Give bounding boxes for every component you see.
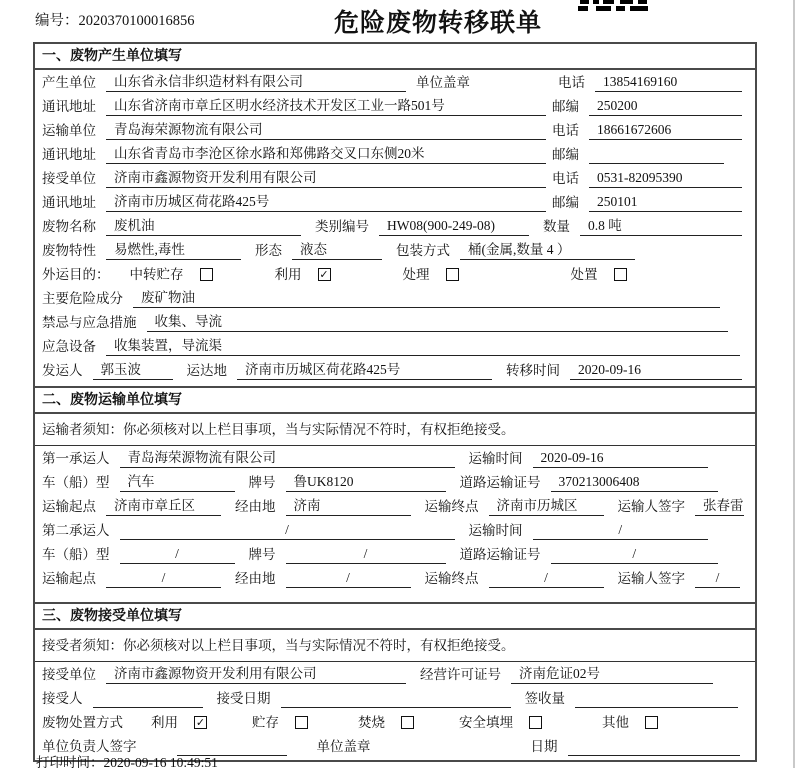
route-row-1: [35, 494, 755, 518]
producer-unit: 山东省永信非织造材料有限公司: [106, 73, 406, 92]
first-carrier-row: [35, 446, 755, 470]
plate-number-1-label: 牌号: [248, 475, 276, 490]
emergency-equipment-label: 应急设备: [42, 339, 96, 354]
road-permit-2: /: [551, 545, 719, 564]
transport-phone: 18661672606: [589, 121, 742, 140]
waste-packaging-label: 包装方式: [396, 243, 450, 258]
sender-row: [35, 358, 755, 382]
first-carrier-label: 第一承运人: [42, 451, 110, 466]
business-license-label: 经营许可证号: [420, 667, 501, 682]
disposal-incineration-label: 焚烧: [358, 715, 385, 730]
transport-unit-row: [35, 118, 755, 142]
vehicle-type-1-label: 车（船）型: [42, 475, 110, 490]
transfer-date-label: 转移时间: [506, 363, 560, 378]
business-license: 济南危证02号: [511, 665, 713, 684]
transport-address-label: 通讯地址: [42, 147, 96, 162]
receiving-unit-row: [35, 662, 755, 686]
transport-end-2-label: 运输终点: [424, 571, 479, 586]
transport-time-2: /: [533, 521, 709, 540]
unit-seal-2-label: 单位盖章: [316, 739, 371, 754]
transport-section-header: 二、废物运输单位填写: [35, 386, 755, 414]
purpose-recycle-checkbox: ✓: [319, 268, 329, 281]
disposal-recycle-checkbox: ✓: [195, 716, 206, 729]
transport-section: [35, 386, 755, 602]
disposal-landfill-checkbox: [529, 716, 542, 729]
transfer-purpose-row: [35, 262, 755, 286]
disposal-other-checkbox: [645, 716, 658, 729]
purpose-treatment-checkbox: [446, 268, 459, 281]
producer-section-rows: [35, 70, 755, 386]
transport-phone-label: 电话: [552, 123, 579, 138]
waste-name: 废机油: [106, 217, 301, 236]
emergency-measures-label: 禁忌与应急措施: [42, 315, 137, 330]
road-permit-2-label: 道路运输证号: [459, 547, 541, 562]
transport-section-notice: 运输者须知：你必须核对以上栏目事项，当与实际情况不符时，有权拒绝接受。: [35, 414, 755, 446]
transport-time-1-label: 运输时间: [468, 451, 523, 466]
receiver-postcode: 250101: [589, 193, 742, 212]
receiver-section-header: 三、废物接受单位填写: [35, 602, 755, 630]
waste-category-code: HW08(900-249-08): [379, 217, 529, 236]
receiver-address: 济南市历城区荷花路425号: [106, 193, 546, 212]
received-quantity-label: 签收量: [524, 691, 565, 706]
receiver-unit-row: [35, 166, 755, 190]
disposal-landfill-label: 安全填埋: [459, 715, 513, 730]
producer-phone: 13854169160: [595, 73, 742, 92]
transport-end-2: /: [489, 569, 604, 588]
manager-signature-label: 单位负责人签字: [42, 739, 137, 754]
purpose-recycle-label: 利用: [274, 267, 302, 282]
second-carrier-label: 第二承运人: [42, 523, 110, 538]
emergency-equipment-row: [35, 334, 755, 358]
disposal-recycle-label: 利用: [151, 715, 178, 730]
receiver-address-label: 通讯地址: [42, 195, 96, 210]
receiver-phone: 0531-82095390: [589, 169, 742, 188]
plate-number-1: 鲁UK8120: [286, 473, 446, 492]
carrier-signature-2: /: [695, 569, 740, 588]
window-edge-line: [793, 0, 795, 768]
receiver-section: [35, 602, 755, 760]
waste-traits: 易燃性,毒性: [106, 241, 241, 260]
waste-packaging: 桶(金属,数量 4 ）: [460, 241, 635, 260]
receiver-postcode-label: 邮编: [552, 195, 579, 210]
seal-date-label: 日期: [530, 739, 558, 754]
producer-section-header: 一、废物产生单位填写: [35, 44, 755, 70]
producer-address-label: 通讯地址: [42, 99, 96, 114]
transfer-purpose-label: 外运目的：: [42, 267, 110, 282]
transport-postcode-label: 邮编: [552, 147, 579, 162]
carrier-signature-1-label: 运输人签字: [617, 499, 685, 514]
vehicle-row-2: [35, 542, 755, 566]
seal-date: [568, 737, 741, 756]
waste-category-code-label: 类别编号: [315, 219, 369, 234]
receiver-person: [93, 689, 203, 708]
received-quantity: [575, 689, 738, 708]
purpose-disposal-checkbox: [614, 268, 627, 281]
transport-unit-label: 运输单位: [42, 123, 96, 138]
receive-date-label: 接受日期: [216, 691, 271, 706]
receiver-phone-label: 电话: [552, 171, 579, 186]
destination: 济南市历城区荷花路425号: [237, 361, 492, 380]
disposal-other-label: 其他: [602, 715, 629, 730]
sender-name: 郭玉波: [93, 361, 173, 380]
disposal-method-label: 废物处置方式: [42, 715, 123, 730]
transport-section-rows: [35, 446, 755, 602]
transport-end-1: 济南市历城区: [489, 497, 604, 516]
disposal-incineration-checkbox: [401, 716, 414, 729]
receiver-section-rows: [35, 662, 755, 760]
main-hazard-row: [35, 286, 755, 310]
print-time: [36, 751, 218, 768]
road-permit-1: 370213006408: [551, 473, 719, 492]
transport-unit: 青岛海荣源物流有限公司: [106, 121, 546, 140]
waste-name-row: [35, 214, 755, 238]
vehicle-type-1: 汽车: [120, 473, 235, 492]
transport-time-1: 2020-09-16: [533, 449, 709, 468]
plate-number-2: /: [286, 545, 446, 564]
purpose-transfer-storage-checkbox: [200, 268, 213, 281]
transport-origin-1: 济南市章丘区: [106, 497, 221, 516]
manifest-form-table: [33, 42, 757, 762]
via-1: 济南: [286, 497, 411, 516]
waste-traits-row: [35, 238, 755, 262]
transport-postcode: [589, 145, 724, 164]
producer-phone-label: 电话: [558, 75, 585, 90]
receive-date: [281, 689, 511, 708]
disposal-storage-checkbox: [295, 716, 308, 729]
purpose-treatment-label: 处理: [402, 267, 430, 282]
main-hazard: 废矿物油: [133, 289, 720, 308]
waste-name-label: 废物名称: [42, 219, 96, 234]
emergency-measures: 收集、导流: [147, 313, 729, 332]
second-carrier-row: [35, 518, 755, 542]
receiving-unit-label: 接受单位: [42, 667, 96, 682]
transport-time-2-label: 运输时间: [468, 523, 523, 538]
destination-label: 运达地: [186, 363, 227, 378]
page-title: 危险废物转移联单: [334, 9, 543, 37]
transport-origin-2-label: 运输起点: [42, 571, 96, 586]
first-carrier: 青岛海荣源物流有限公司: [120, 449, 455, 468]
second-carrier: /: [120, 521, 455, 540]
waste-quantity-label: 数量: [543, 219, 570, 234]
producer-address: 山东省济南市章丘区明水经济技术开发区工业一路501号: [106, 97, 546, 116]
receiver-unit: 济南市鑫源物资开发利用有限公司: [106, 169, 546, 188]
emergency-measures-row: [35, 310, 755, 334]
transfer-date: 2020-09-16: [570, 361, 742, 380]
serial-value: 2020370100016856: [78, 13, 195, 29]
purpose-disposal-label: 处置: [570, 267, 598, 282]
route-row-2: [35, 566, 755, 590]
emergency-equipment: 收集装置，导流渠: [106, 337, 740, 356]
unit-seal-label: 单位盖章: [416, 75, 470, 90]
via-2-label: 经由地: [235, 571, 276, 586]
via-2: /: [286, 569, 411, 588]
serial-label: 编号：: [35, 13, 79, 29]
plate-number-2-label: 牌号: [248, 547, 276, 562]
vehicle-row-1: [35, 470, 755, 494]
print-time-label: 打印时间：: [36, 755, 104, 768]
producer-section: [35, 44, 755, 386]
transport-address: 山东省青岛市李沧区徐水路和郑佛路交叉口东侧20米: [106, 145, 546, 164]
main-hazard-label: 主要危险成分: [42, 291, 123, 306]
producer-unit-label: 产生单位: [42, 75, 96, 90]
receiver-section-notice: 接受者须知：你必须核对以上栏目事项，当与实际情况不符时，有权拒绝接受。: [35, 630, 755, 662]
receiving-unit: 济南市鑫源物资开发利用有限公司: [106, 665, 406, 684]
producer-postcode: 250200: [589, 97, 742, 116]
transport-origin-2: /: [106, 569, 221, 588]
waste-form: 液态: [292, 241, 382, 260]
carrier-signature-2-label: 运输人签字: [617, 571, 685, 586]
transport-end-1-label: 运输终点: [424, 499, 479, 514]
sender-name-label: 发运人: [42, 363, 83, 378]
producer-postcode-label: 邮编: [552, 99, 579, 114]
via-1-label: 经由地: [235, 499, 276, 514]
transport-address-row: [35, 142, 755, 166]
road-permit-1-label: 道路运输证号: [459, 475, 541, 490]
serial-number: [35, 9, 195, 30]
purpose-transfer-storage-label: 中转贮存: [129, 267, 184, 282]
disposal-storage-label: 贮存: [252, 715, 279, 730]
producer-unit-row: [35, 70, 755, 94]
vehicle-type-2-label: 车（船）型: [42, 547, 110, 562]
receiver-address-row: [35, 190, 755, 214]
producer-address-row: [35, 94, 755, 118]
waste-form-label: 形态: [255, 243, 282, 258]
disposal-method-row: [35, 710, 755, 734]
print-time-value: 2020-09-16 10:49:51: [103, 755, 218, 768]
receiver-unit-label: 接受单位: [42, 171, 96, 186]
receiver-person-label: 接受人: [42, 691, 83, 706]
carrier-signature-1: 张春雷: [695, 497, 744, 516]
waste-quantity: 0.8 吨: [580, 217, 742, 236]
waste-traits-label: 废物特性: [42, 243, 96, 258]
receiver-person-row: [35, 686, 755, 710]
transport-origin-1-label: 运输起点: [42, 499, 96, 514]
qr-code-icon: [578, 0, 652, 11]
vehicle-type-2: /: [120, 545, 235, 564]
